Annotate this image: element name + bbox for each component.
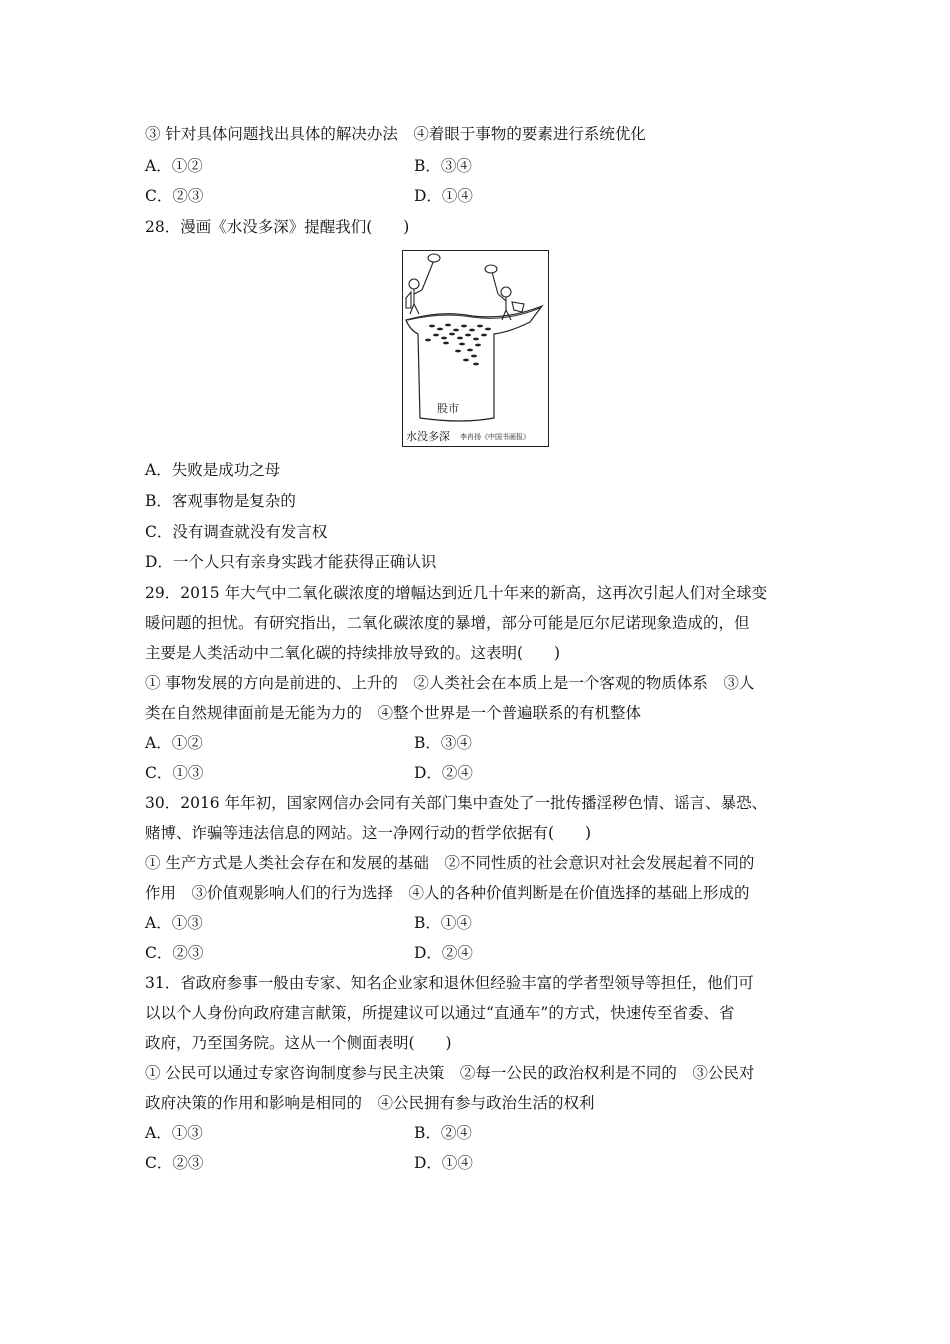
q27-option-b: B．③④ [414,157,472,175]
q28-option-a: A．失败是成功之母 [145,461,281,479]
q31-option-d: D．①④ [414,1154,473,1172]
q28-option-b: B．客观事物是复杂的 [145,492,296,510]
cartoon-label: 股市 [437,402,459,415]
cartoon-drawing [402,250,549,447]
q29-line: 主要是人类活动中二氧化碳的持续排放导致的。这表明( ) [145,644,561,662]
q30-line: ① 生产方式是人类社会存在和发展的基础 ②不同性质的社会意识对社会发展起着不同的 [145,854,755,872]
q29-option-b: B．③④ [414,734,472,752]
q31-line: 以以个人身份向政府建言献策，所提建议可以通过“直通车”的方式，快速传至省委、省 [145,1004,735,1022]
q31-line: ① 公民可以通过专家咨询制度参与民主决策 ②每一公民的政治权利是不同的 ③公民对 [145,1064,755,1082]
q30-option-d: D．②④ [414,944,473,962]
q30-line: 作用 ③价值观影响人们的行为选择 ④人的各种价值判断是在价值选择的基础上形成的 [145,884,750,902]
q27-stem-line: ③ 针对具体问题找出具体的解决办法 ④着眼于事物的要素进行系统优化 [145,125,646,143]
q30-line: 30．2016 年年初，国家网信办会同有关部门集中查处了一批传播淫秽色情、谣言、暴恐、 [145,794,768,812]
q29-line: 暖问题的担忧。有研究指出，二氧化碳浓度的暴增，部分可能是厄尔尼诺现象造成的，但 [145,614,750,632]
q31-line: 31．省政府参事一般由专家、知名企业家和退休但经验丰富的学者型领导等担任，他们可 [145,974,754,992]
q28-stem: 28．漫画《水没多深》提醒我们( ) [145,218,410,236]
q31-option-c: C．②③ [145,1154,204,1172]
q29-line: 类在自然规律面前是无能为力的 ④整个世界是一个普遍联系的有机整体 [145,704,642,722]
q31-line: 政府，乃至国务院。这从一个侧面表明( ) [145,1034,452,1052]
q27-option-c: C．②③ [145,187,204,205]
q27-option-a: A．①② [145,157,203,175]
q29-option-d: D．②④ [414,764,473,782]
cartoon-credit: 李肖扬《中国书画报》 [460,433,530,441]
q29-line: 29．2015 年大气中二氧化碳浓度的增幅达到近几十年来的新高，这再次引起人们对全球变 [145,584,768,602]
q28-option-c: C．没有调查就没有发言权 [145,523,328,541]
q31-option-a: A．①③ [145,1124,203,1142]
q28-option-d: D．一个人只有亲身实践才能获得正确认识 [145,553,437,571]
q31-line: 政府决策的作用和影响是相同的 ④公民拥有参与政治生活的权利 [145,1094,595,1112]
q30-option-b: B．①④ [414,914,472,932]
q30-option-c: C．②③ [145,944,204,962]
q31-option-b: B．②④ [414,1124,472,1142]
q29-option-c: C．①③ [145,764,204,782]
q27-option-d: D．①④ [414,187,473,205]
cartoon-figure [402,250,549,447]
q29-line: ① 事物发展的方向是前进的、上升的 ②人类社会在本质上是一个客观的物质体系 ③人 [145,674,755,692]
q30-line: 赌博、诈骗等违法信息的网站。这一净网行动的哲学依据有( ) [145,824,592,842]
q30-option-a: A．①③ [145,914,203,932]
q29-option-a: A．①② [145,734,203,752]
cartoon-title: 水没多深 [406,430,450,443]
